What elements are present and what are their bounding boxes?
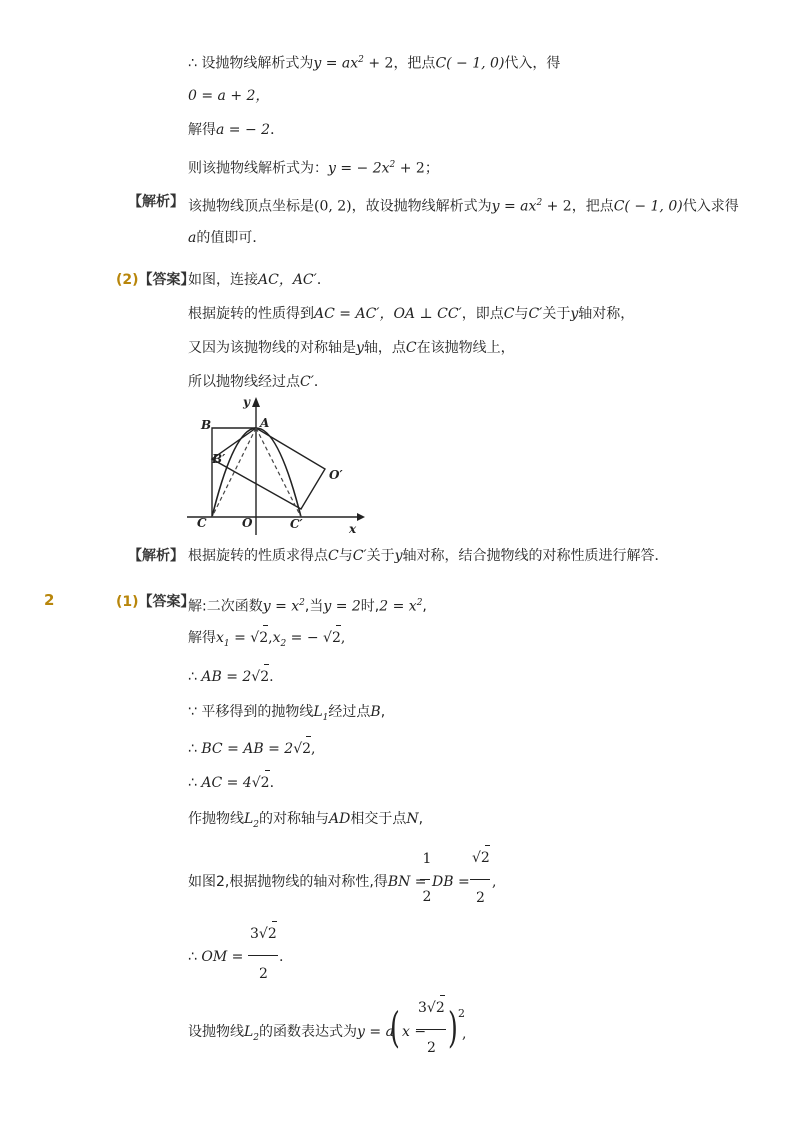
line-parabola-setup: ∴ 设抛物线解析式为$y = ax^2 + 2$，把点C( − 1, 0)代入，得	[188, 55, 561, 72]
answer-line-1: 如图，连接AC，AC′．	[188, 272, 331, 288]
q2-line-10: 设抛物线$L_2$的函数表达式为y = a	[188, 1024, 394, 1043]
q2-line-8: 如图2,根据抛物线的轴对称性,得BN =	[188, 874, 427, 890]
part-tag-q2: (1)【答案】	[116, 594, 195, 610]
label-y: y	[243, 395, 250, 409]
x-axis-arrow	[357, 513, 365, 521]
jiexi-tag: 【解析】	[128, 194, 184, 210]
om-fraction-den: 2	[259, 966, 268, 982]
y-axis-arrow	[252, 397, 260, 407]
l2-exp: 2	[458, 1007, 465, 1020]
q2-line-8-db: DB =	[432, 874, 470, 890]
label-o: O	[242, 516, 253, 530]
l2-x-term: x −	[402, 1024, 427, 1040]
fraction-bar-1	[420, 879, 430, 880]
answer-line-2: 根据旋转的性质得到AC = AC′，OA ⊥ CC′，即点C与C′关于y轴对称，	[188, 306, 635, 322]
l2-fraction-bar	[416, 1029, 446, 1030]
dashed-ac	[212, 428, 256, 517]
q2-line-9-post: .	[279, 949, 284, 965]
label-o2: O′	[329, 468, 343, 482]
q2-line-3: ∴ AB = 2√ 2.	[188, 667, 274, 687]
line-equation: 0 = a + 2，	[188, 88, 270, 104]
q2-line-1: 解:二次函数$y = x^2$,当y = 2时$,2 = x^2$,	[188, 598, 427, 615]
l2-fraction-den: 2	[427, 1040, 436, 1056]
label-x: x	[349, 522, 357, 536]
jiexi-line-1: 该抛物线顶点坐标是(0, 2)，故设抛物线解析式为$y = ax^2 + 2$，把点C( − 1, 0)代入求得	[188, 198, 739, 215]
label-b: B	[201, 418, 212, 432]
fraction-half: 1	[422, 851, 432, 867]
l2-fraction-num: 3√ 2	[418, 998, 445, 1018]
q2-line-9: ∴ OM =	[188, 949, 244, 965]
q2-line-8-post: ,	[492, 874, 497, 890]
om-fraction-bar	[248, 955, 278, 956]
jiexi-2-line: 根据旋转的性质求得点C与C′关于y轴对称，结合抛物线的对称性质进行解答．	[188, 548, 669, 564]
answer-line-4: 所以抛物线经过点C′．	[188, 374, 328, 390]
label-b2: B′	[212, 452, 226, 466]
q2-line-2: 解得$x_1$ = √ $2,x_2$ = − √ 2,	[188, 628, 345, 654]
fraction-root2-num: √ 2	[472, 848, 490, 868]
fraction-root2-den: 2	[476, 890, 485, 906]
geometry-figure	[187, 395, 367, 540]
question-number: 2	[44, 591, 55, 609]
q2-line-5: ∴ BC = AB = 2√ 2,	[188, 739, 315, 759]
fraction-half-den: 2	[422, 889, 432, 905]
line-solve-a: 解得a = − 2．	[188, 122, 285, 138]
part-tag-2: (2)【答案】	[116, 272, 195, 288]
q2-line-4: ∵ 平移得到的抛物线$L_1$经过点B,	[188, 704, 386, 723]
label-c: C	[197, 516, 207, 530]
paren-left: (	[390, 1003, 400, 1052]
fraction-bar-2	[470, 879, 490, 880]
label-c2: C′	[290, 517, 303, 531]
q2-line-6: ∴ AC = 4√ 2.	[188, 773, 274, 793]
jiexi-line-2: a的值即可．	[188, 230, 267, 246]
q2-line-7: 作抛物线$L_2$的对称轴与AD相交于点N,	[188, 811, 424, 830]
q2-line-10-post: ,	[462, 1026, 467, 1042]
answer-line-3: 又因为该抛物线的对称轴是y轴，点C在该抛物线上，	[188, 340, 515, 356]
om-fraction-num: 3√ 2	[250, 924, 277, 944]
jiexi-tag-2: 【解析】	[128, 548, 184, 564]
label-a: A	[260, 416, 270, 430]
paren-right: )	[448, 1003, 458, 1052]
line-parabola-result: 则该抛物线解析式为：y = − $2x^2 + 2$；	[188, 160, 439, 177]
